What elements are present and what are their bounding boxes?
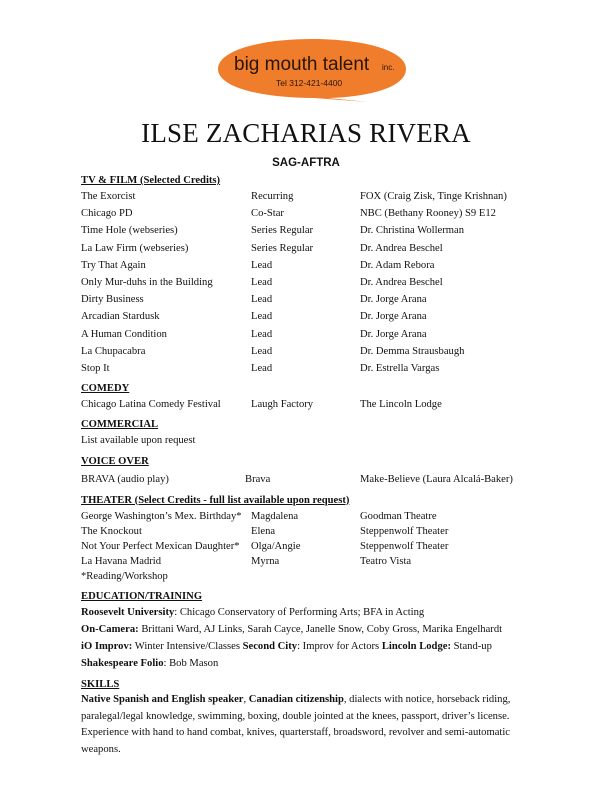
section-title: COMEDY xyxy=(81,383,130,395)
credit-title: Time Hole (webseries) xyxy=(81,225,178,237)
credit-title: Not Your Perfect Mexican Daughter* xyxy=(81,540,240,552)
education-roosevelt xyxy=(81,604,601,621)
credit-title: George Washington’s Mex. Birthday* xyxy=(81,510,242,522)
education-improv xyxy=(81,638,601,655)
voice-over-section xyxy=(81,455,601,488)
resume-content xyxy=(81,174,601,758)
credit-row xyxy=(81,539,601,554)
credit-title: La Law Firm (webseries) xyxy=(81,242,189,254)
credit-row xyxy=(81,326,601,343)
performer-name: ILSE ZACHARIAS RIVERA xyxy=(141,118,471,148)
theater-section xyxy=(81,494,601,584)
speech-bubble-logo xyxy=(210,36,415,104)
credit-role: Lead xyxy=(251,259,273,271)
credit-row xyxy=(81,205,601,222)
training-detail: : Bob Mason xyxy=(163,658,219,670)
tv-film-section xyxy=(81,174,601,377)
credit-title: Arcadian Stardusk xyxy=(81,311,160,323)
credit-list xyxy=(81,471,601,488)
credit-row xyxy=(81,554,601,569)
credit-row xyxy=(81,257,601,274)
credit-role: Lead xyxy=(251,276,273,288)
company-logo xyxy=(210,36,415,104)
credit-row xyxy=(81,396,601,413)
credit-company: Dr. Estrella Vargas xyxy=(360,362,440,374)
credit-company: Dr. Jorge Arana xyxy=(360,328,427,340)
credit-title: Try That Again xyxy=(81,259,146,271)
credit-row xyxy=(81,274,601,291)
credit-role: Lead xyxy=(251,311,273,323)
credit-company: Dr. Jorge Arana xyxy=(360,311,427,323)
school-detail: : Chicago Conservatory of Performing Arts; BFA in Acting xyxy=(174,606,425,618)
credit-title: The Knockout xyxy=(81,525,142,537)
credit-row xyxy=(81,471,601,488)
credit-title: BRAVA (audio play) xyxy=(81,474,169,486)
credit-company: Steppenwolf Theater xyxy=(360,525,449,537)
credit-role: Elena xyxy=(251,525,276,537)
education-shakespeare xyxy=(81,655,601,672)
credit-row xyxy=(81,188,601,205)
credit-row xyxy=(81,509,601,524)
credit-company: Make-Believe (Laura Alcalá-Baker) xyxy=(360,474,513,486)
credit-row xyxy=(81,291,601,308)
school-name: Roosevelt University xyxy=(81,606,175,618)
credit-row xyxy=(81,308,601,325)
credit-role: Lead xyxy=(251,294,273,306)
training-label: Lincoln Lodge: xyxy=(381,641,451,652)
commercial-section xyxy=(81,418,601,449)
credit-list xyxy=(81,509,601,569)
skill-separator: , xyxy=(243,694,249,706)
logo-suffix-text: inc. xyxy=(382,63,395,72)
credit-title: Stop It xyxy=(81,362,110,374)
credit-title: Only Mur-duhs in the Building xyxy=(81,276,213,288)
skill-list: , dialects with notice, horseback riding, paralegal/legal knowledge, swimming, boxing, double jointed at the knees, passport, driver’s license. Experience with hand to hand combat, knives, quarterstaff, broadsword, revolver and semi-automatic weapons. xyxy=(81,694,511,755)
credit-role: Brava xyxy=(245,474,271,486)
credit-company: The Lincoln Lodge xyxy=(360,399,442,411)
credit-role: Myrna xyxy=(251,555,280,567)
section-title: TV & FILM (Selected Credits) xyxy=(81,175,221,186)
credit-role: Lead xyxy=(251,328,273,340)
credit-role: Lead xyxy=(251,345,273,357)
training-detail: Stand-up xyxy=(450,641,492,652)
section-title: THEATER (Select Credits - full list available upon request) xyxy=(81,494,350,506)
credit-title: Chicago Latina Comedy Festival xyxy=(81,399,221,411)
credit-company: Dr. Christina Wollerman xyxy=(360,225,464,237)
credit-company: FOX (Craig Zisk, Tinge Krishnan) xyxy=(360,191,507,202)
credit-row xyxy=(81,343,601,360)
credit-title: A Human Condition xyxy=(81,328,167,340)
credit-company: Dr. Andrea Beschel xyxy=(360,276,443,288)
credit-title: Dirty Business xyxy=(81,294,144,306)
credit-list xyxy=(81,188,601,377)
education-oncamera xyxy=(81,621,601,638)
skill-highlight: Canadian citizenship xyxy=(248,694,344,706)
skill-highlight: Native Spanish and English speaker xyxy=(81,694,244,706)
credit-company: Dr. Andrea Beschel xyxy=(360,242,443,254)
reading-workshop-note: *Reading/Workshop xyxy=(81,570,168,582)
section-title: VOICE OVER xyxy=(81,456,149,468)
training-detail: : Improv for Actors xyxy=(297,641,382,652)
credit-role: Series Regular xyxy=(251,225,314,237)
logo-phone-text: Tel 312-421-4400 xyxy=(276,78,343,88)
credit-role: Laugh Factory xyxy=(251,399,314,411)
credit-company: Dr. Jorge Arana xyxy=(360,294,427,306)
credit-list xyxy=(81,396,601,413)
skills-section xyxy=(81,678,601,758)
credit-company: Dr. Demma Strausbaugh xyxy=(360,345,465,357)
credit-role: Recurring xyxy=(251,191,294,202)
credit-title: The Exorcist xyxy=(81,191,136,202)
credit-title: La Chupacabra xyxy=(81,345,146,357)
training-label: On-Camera: xyxy=(81,623,139,635)
credit-role: Magdalena xyxy=(251,510,299,522)
credit-role: Lead xyxy=(251,362,273,374)
credit-row xyxy=(81,222,601,239)
credit-company: Goodman Theatre xyxy=(360,510,437,522)
credit-title: Chicago PD xyxy=(81,208,133,220)
section-title: COMMERCIAL xyxy=(81,419,159,431)
credit-role: Series Regular xyxy=(251,242,314,254)
credit-row xyxy=(81,360,601,377)
credit-role: Co-Star xyxy=(251,208,284,220)
union-affiliation: SAG-AFTRA xyxy=(272,157,340,169)
skills-text xyxy=(81,692,529,758)
training-label: Second City xyxy=(242,641,298,652)
credit-row xyxy=(81,524,601,539)
credit-company: Teatro Vista xyxy=(360,555,412,567)
training-detail: Brittani Ward, AJ Links, Sarah Cayce, Janelle Snow, Coby Gross, Marika Engelhardt xyxy=(138,623,503,635)
credit-role: Olga/Angie xyxy=(251,540,301,552)
credit-company: NBC (Bethany Rooney) S9 E12 xyxy=(360,208,496,220)
credit-row xyxy=(81,240,601,257)
credit-company: Dr. Adam Rebora xyxy=(360,259,435,271)
comedy-section xyxy=(81,382,601,413)
logo-brand-text: big mouth talent xyxy=(234,54,370,75)
credit-company: Steppenwolf Theater xyxy=(360,540,449,552)
training-label: iO Improv: xyxy=(81,641,133,652)
commercial-note: List available upon request xyxy=(81,435,196,447)
credit-title: La Havana Madrid xyxy=(81,555,162,567)
education-section xyxy=(81,590,601,673)
section-title: SKILLS xyxy=(81,679,120,691)
training-detail: Winter Intensive/Classes xyxy=(132,641,243,652)
training-label: Shakespeare Folio xyxy=(81,658,164,670)
section-title: EDUCATION/TRAINING xyxy=(81,590,203,602)
